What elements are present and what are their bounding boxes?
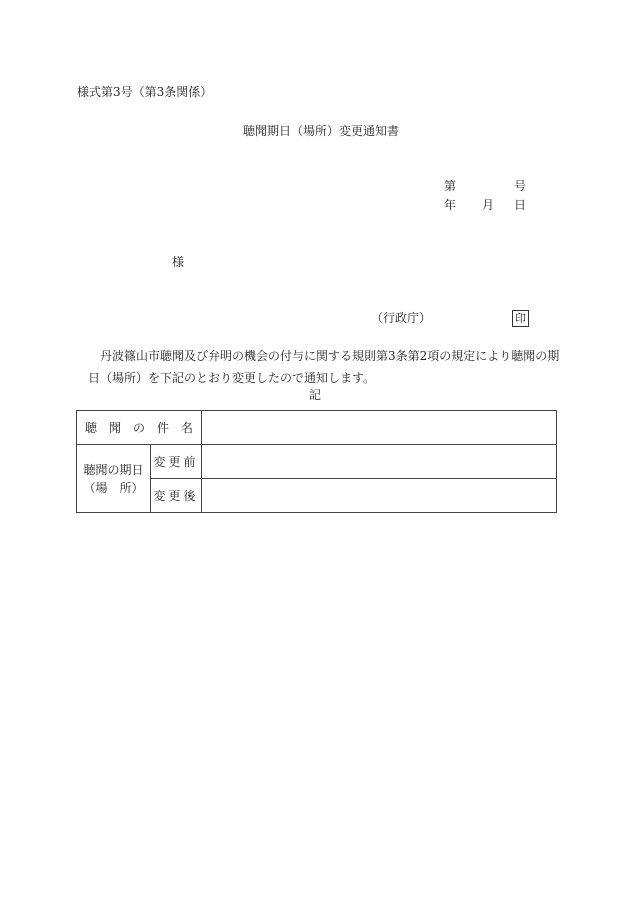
before-label: 変更前 [151,445,202,479]
date-place-label [77,445,151,513]
label-char: 件 [156,421,169,435]
date-month: 月 [482,198,495,212]
date-label-line1: 聴聞の期日 [83,462,144,477]
before-value[interactable] [202,445,557,479]
number-prefix: 第 [444,179,457,193]
body-line-1: 丹波篠山市聴聞及び弁明の機会の付与に関する規則第3条第2項の規定により聴聞の期 [100,349,560,363]
table-row-subject [77,411,557,445]
label-char: 名 [180,421,193,435]
form-number: 様式第3号（第3条関係） [77,85,213,99]
subject-value[interactable] [202,411,557,445]
table-row-before [77,445,557,479]
number-suffix: 号 [514,179,527,193]
label-char: の [132,421,145,435]
addressee-suffix: 様 [172,255,185,269]
document-title: 聴聞期日（場所）変更通知書 [243,124,400,138]
after-value[interactable] [202,479,557,513]
subject-label [77,411,202,445]
date-year: 年 [444,198,457,212]
seal-mark: 印 [512,310,529,327]
details-table [76,410,557,513]
body-line-2: 日（場所）を下記のとおり変更したので通知します。 [88,371,376,385]
ki-heading: 記 [309,388,322,402]
issuer: （行政庁） [371,311,432,325]
date-day: 日 [514,198,527,212]
date-label-line2: （場 所） [83,480,144,495]
label-char: 聞 [108,421,121,435]
label-char: 聴 [85,421,98,435]
after-label: 変更後 [151,479,202,513]
